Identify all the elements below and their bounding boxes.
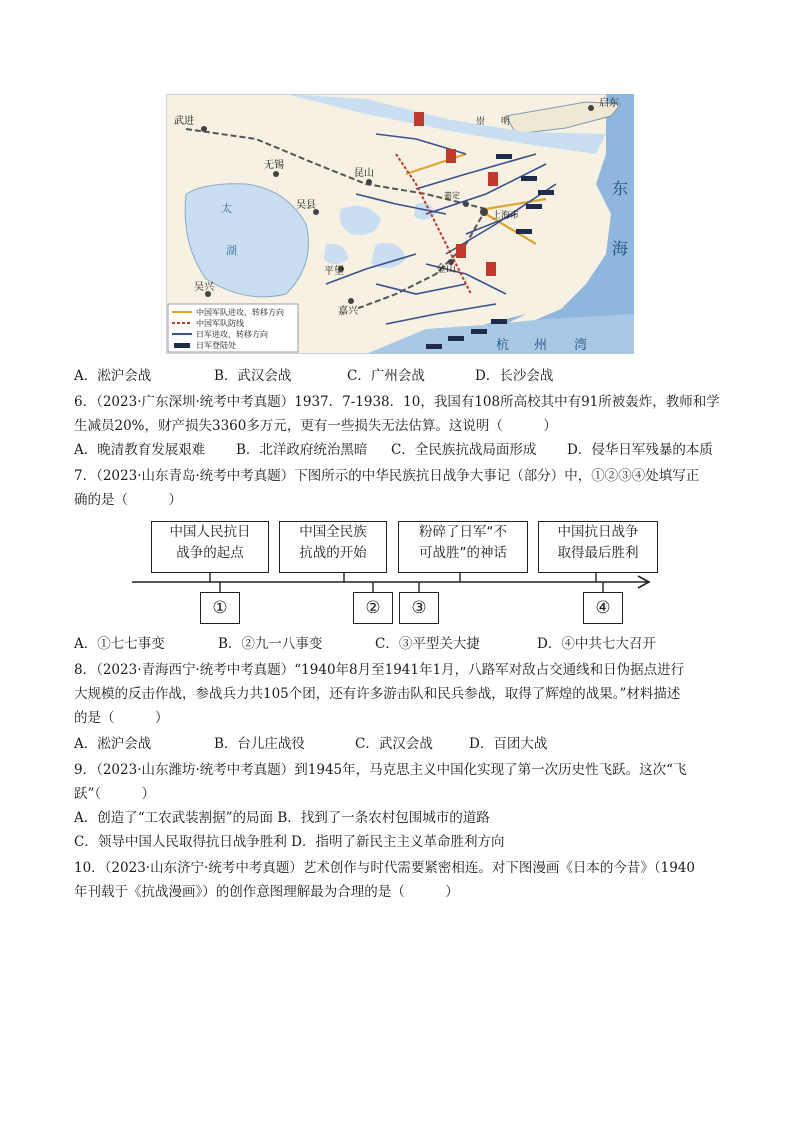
map-label-chong: 崇 — [476, 117, 486, 127]
q5-option-d[interactable]: D．长沙会战 — [475, 368, 554, 384]
q6-option-a[interactable]: A．晚清教育发展艰难 — [74, 442, 206, 458]
legend-item-2: 中国军队防线 — [196, 319, 244, 328]
q5-option-a[interactable]: A．淞沪会战 — [74, 368, 152, 384]
map-label-hu: 湖 — [226, 244, 237, 257]
q8-option-b[interactable]: B．台儿庄战役 — [214, 736, 305, 752]
legend-item-3: 日军进攻、转移方向 — [196, 330, 268, 339]
map-label-jinshan: 金山 — [436, 264, 456, 275]
timeline-slot-3: ③ — [399, 592, 439, 624]
map-label-wuxing: 吴兴 — [194, 282, 214, 293]
map-label-wan: 湾 — [574, 338, 588, 353]
map-label-wujin: 武进 — [174, 116, 194, 127]
q6-option-c[interactable]: C．全民族抗战局面形成 — [391, 442, 537, 458]
map-label-shanghai: 上海市 — [492, 211, 520, 221]
q8-option-d[interactable]: D．百团大战 — [469, 736, 548, 752]
map-label-ming: 明 — [501, 117, 511, 127]
timeline-box-4-line1: 中国抗日战争 — [557, 524, 639, 540]
q10-stem-line2: 年刊载于《抗战漫画》）的创作意图理解最为合理的是（ ） — [74, 884, 459, 900]
q8-stem-line1: 8．（2023·青海西宁·统考中考真题）“1940年8月至1941年1月，八路军对敌占交通线和日伪据点进行 — [74, 662, 685, 678]
map-label-hai: 海 — [612, 239, 629, 258]
q7-option-d[interactable]: D．④中共七大召开 — [537, 636, 656, 652]
q8-option-a[interactable]: A．淞沪会战 — [74, 736, 152, 752]
q8-option-c[interactable]: C．武汉会战 — [355, 736, 433, 752]
timeline-box-3-line1: 粉碎了日军“不 — [419, 524, 507, 540]
map-legend — [168, 304, 298, 352]
battle-map — [166, 94, 634, 354]
timeline-box-2 — [279, 521, 387, 573]
q8-stem-line3: 的是（ ） — [74, 710, 169, 726]
timeline-slot-1: ① — [200, 592, 240, 624]
q6-stem-line1: 6．（2023·广东深圳·统考中考真题）1937．7-1938．10，我国有108所高校其中有91所被轰炸，教师和学 — [74, 394, 720, 410]
map-label-dong: 东 — [612, 179, 629, 198]
map-label-jiading: 嘉定 — [444, 191, 460, 200]
map-label-wuxian: 吴县 — [296, 200, 316, 211]
q9-options-ab[interactable]: A．创造了“工农武装割据”的局面 B．找到了一条农村包围城市的道路 — [74, 810, 490, 826]
q7-option-a[interactable]: A．①七七事变 — [74, 636, 165, 652]
map-label-hang: 杭 — [496, 338, 510, 353]
timeline-box-1-line1: 中国人民抗日 — [169, 524, 251, 540]
battle-map-svg — [166, 94, 634, 354]
map-label-zhou: 州 — [534, 338, 548, 353]
timeline-box-2-line2: 抗战的开始 — [299, 545, 367, 561]
timeline-axis — [130, 570, 660, 594]
map-label-qidong: 启东 — [599, 98, 619, 109]
timeline-box-1 — [151, 521, 269, 573]
q5-option-c[interactable]: C．广州会战 — [347, 368, 425, 384]
timeline-box-4 — [538, 521, 658, 573]
timeline-box-2-line1: 中国全民族 — [299, 524, 367, 540]
q8-stem-line2: 大规模的反击作战，参战兵力共105个团，还有许多游击队和民兵参战，取得了辉煌的战果。”材料描述 — [74, 686, 681, 702]
map-label-jiaxing: 嘉兴 — [338, 306, 358, 317]
q9-options-cd[interactable]: C．领导中国人民取得抗日战争胜利 D．指明了新民主主义革命胜利方向 — [74, 834, 505, 850]
q7-option-c[interactable]: C．③平型关大捷 — [375, 636, 480, 652]
timeline-box-3 — [398, 521, 528, 573]
q7-stem-line2: 确的是（ ） — [74, 492, 182, 508]
timeline-box-4-line2: 取得最后胜利 — [557, 545, 639, 561]
q9-stem-line1: 9．（2023·山东潍坊·统考中考真题）到1945年，马克思主义中国化实现了第一次历史性飞跃。这次“飞 — [74, 762, 687, 778]
q6-option-d[interactable]: D．侵华日军残暴的本质 — [567, 442, 713, 458]
legend-item-1: 中国军队进攻、转移方向 — [196, 308, 284, 317]
q7-option-b[interactable]: B．②九一八事变 — [218, 636, 323, 652]
q5-option-b[interactable]: B．武汉会战 — [214, 368, 292, 384]
map-label-wuxi: 无锡 — [264, 160, 284, 171]
map-label-kunshan: 昆山 — [354, 168, 374, 179]
q7-stem-line1: 7．（2023·山东青岛·统考中考真题）下图所示的中华民族抗日战争大事记（部分）中，①②③④处填写正 — [74, 468, 700, 484]
legend-japan-landing-swatch — [174, 343, 190, 348]
map-label-pingwang: 平望 — [324, 266, 344, 277]
legend-item-4: 日军登陆处 — [196, 341, 236, 350]
q10-stem-line1: 10．（2023·山东济宁·统考中考真题）艺术创作与时代需要紧密相连。对下图漫画《日本的今昔》（1940 — [74, 860, 695, 876]
timeline-slot-2: ② — [353, 592, 393, 624]
map-label-tai: 太 — [221, 202, 232, 215]
q6-option-b[interactable]: B．北洋政府统治黑暗 — [236, 442, 368, 458]
q9-stem-line2: 跃”（ ） — [74, 786, 156, 802]
timeline-box-1-line2: 战争的起点 — [176, 545, 244, 561]
timeline-slot-4: ④ — [583, 592, 623, 624]
q6-stem-line2: 生减员20%，财产损失3360多万元，更有一些损失无法估算。这说明（ ） — [74, 418, 557, 434]
timeline-box-3-line2: 可战胜”的神话 — [419, 545, 507, 561]
